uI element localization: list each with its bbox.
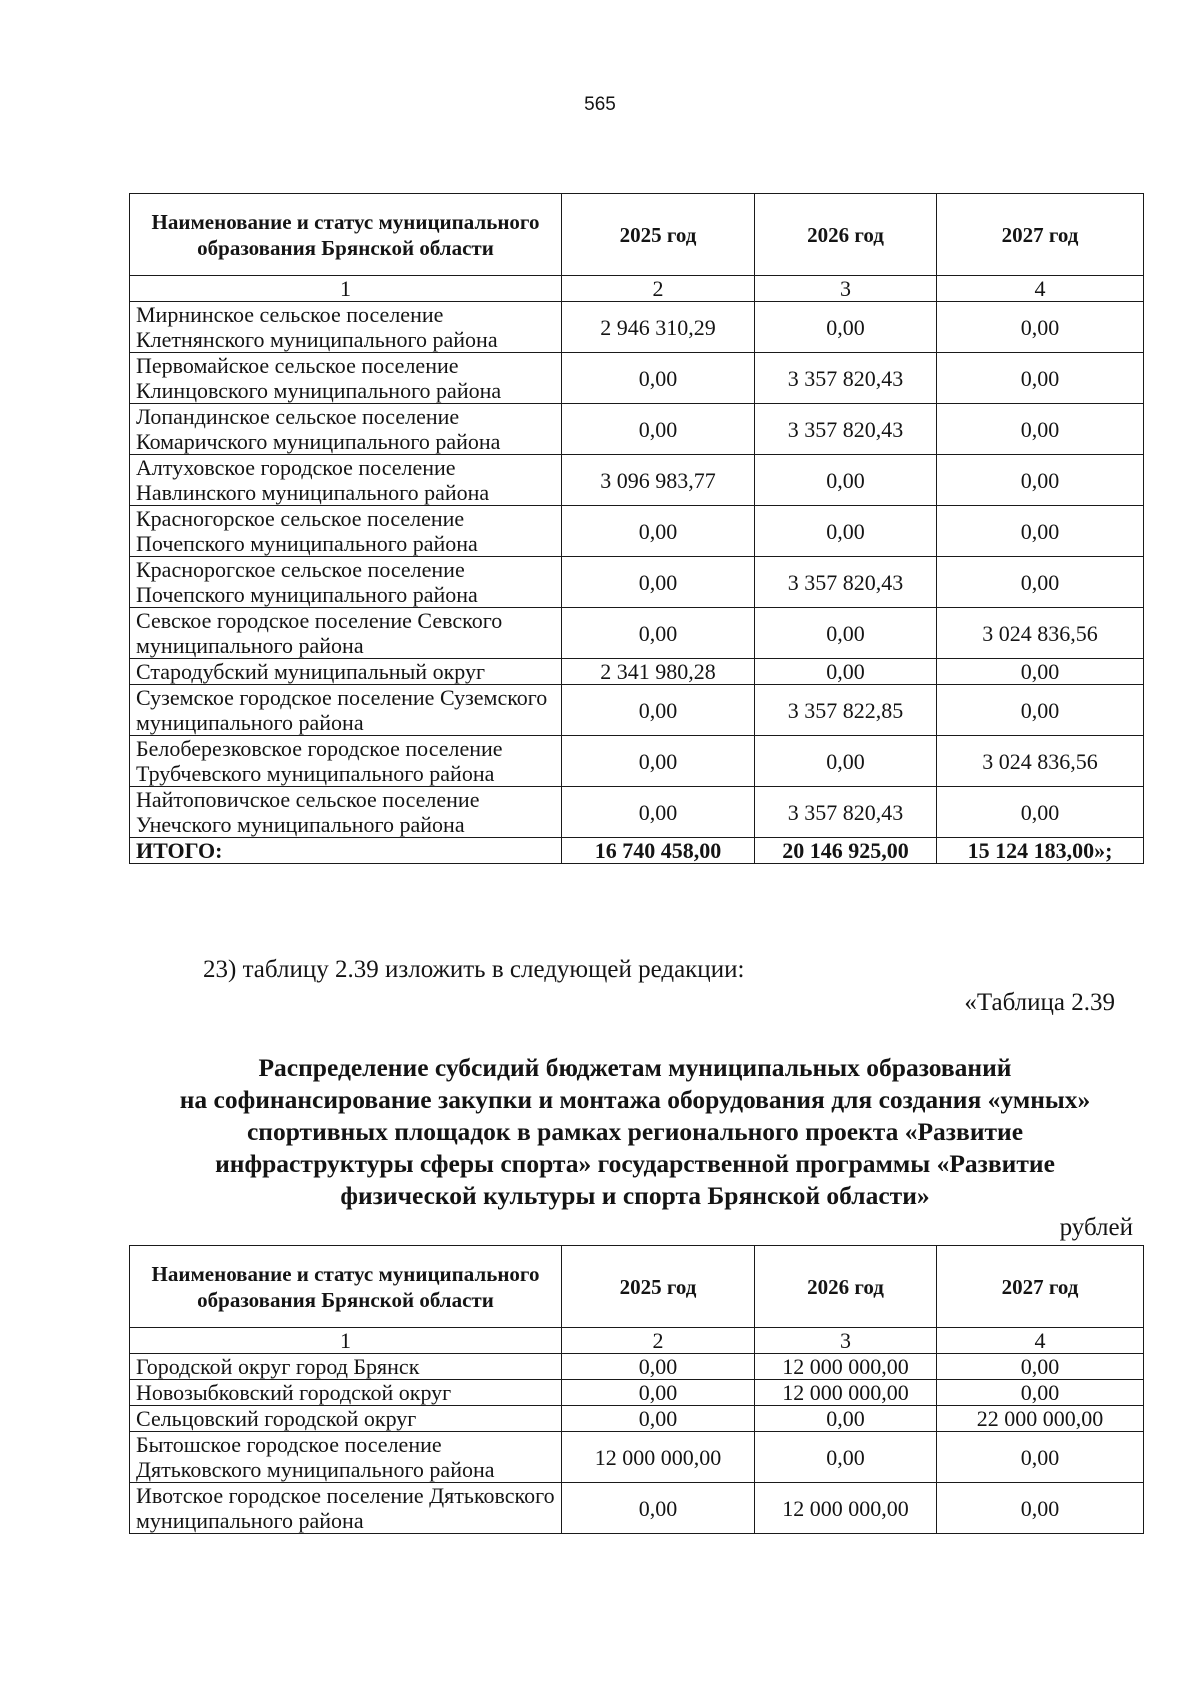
table-row xyxy=(130,302,1144,353)
table-row xyxy=(130,787,1144,838)
amount-2027: 0,00 xyxy=(937,302,1144,353)
municipality-name: Севское городское поселение Севского муниципального района xyxy=(130,608,562,659)
amount-2027: 0,00 xyxy=(937,659,1144,685)
amount-2026: 12 000 000,00 xyxy=(755,1380,937,1406)
table-row xyxy=(130,1406,1144,1432)
amount-2027: 0,00 xyxy=(937,787,1144,838)
amount-2025: 0,00 xyxy=(562,736,755,787)
amount-2026: 0,00 xyxy=(755,608,937,659)
municipality-name: Алтуховское городское поселение Навлинского муниципального района xyxy=(130,455,562,506)
amount-2025: 0,00 xyxy=(562,557,755,608)
amount-2027: 0,00 xyxy=(937,455,1144,506)
amount-2025: 2 946 310,29 xyxy=(562,302,755,353)
amount-2027: 0,00 xyxy=(937,1483,1144,1534)
amount-2026: 0,00 xyxy=(755,1406,937,1432)
amount-2025: 0,00 xyxy=(562,685,755,736)
municipality-name: Бытошское городское поселение Дятьковского муниципального района xyxy=(130,1432,562,1483)
amount-2026: 3 357 820,43 xyxy=(755,787,937,838)
column-index: 1 xyxy=(130,1328,562,1354)
municipality-name: Суземское городское поселение Суземского муниципального района xyxy=(130,685,562,736)
amount-2025: 2 341 980,28 xyxy=(562,659,755,685)
amount-2025: 0,00 xyxy=(562,787,755,838)
municipality-name: Городской округ город Брянск xyxy=(130,1354,562,1380)
amount-2026: 3 357 820,43 xyxy=(755,557,937,608)
amount-2026: 0,00 xyxy=(755,506,937,557)
municipality-name: Мирнинское сельское поселение Клетнянского муниципального района xyxy=(130,302,562,353)
table-row xyxy=(130,659,1144,685)
amount-2025: 0,00 xyxy=(562,1354,755,1380)
table-row xyxy=(130,1380,1144,1406)
amount-2026: 0,00 xyxy=(755,455,937,506)
column-index: 1 xyxy=(130,276,562,302)
table-row xyxy=(130,455,1144,506)
column-index: 3 xyxy=(755,276,937,302)
municipality-name: Найтоповичское сельское поселение Унечского муниципального района xyxy=(130,787,562,838)
amount-2026: 3 357 822,85 xyxy=(755,685,937,736)
table-body xyxy=(130,1328,1144,1534)
table-body xyxy=(130,276,1144,864)
header-name: Наименование и статус муниципального образования Брянской области xyxy=(130,1246,562,1328)
amount-2025: 0,00 xyxy=(562,506,755,557)
municipality-name: Сельцовский городской округ xyxy=(130,1406,562,1432)
amount-2027: 0,00 xyxy=(937,1354,1144,1380)
amount-2027: 0,00 xyxy=(937,404,1144,455)
table-label: «Таблица 2.39 xyxy=(964,989,1115,1016)
amount-2026: 0,00 xyxy=(755,736,937,787)
title-line: спортивных площадок в рамках регионального проекта «Развитие xyxy=(246,1117,1024,1146)
table-row xyxy=(130,404,1144,455)
table-title xyxy=(120,1052,1150,1212)
amount-2026: 12 000 000,00 xyxy=(755,1354,937,1380)
municipality-name: Стародубский муниципальный округ xyxy=(130,659,562,685)
amount-2026: 3 357 820,43 xyxy=(755,353,937,404)
amount-2027: 0,00 xyxy=(937,685,1144,736)
title-line: инфраструктуры сферы спорта» государственной программы «Развитие xyxy=(215,1149,1055,1178)
table-row xyxy=(130,736,1144,787)
amount-2026: 3 357 820,43 xyxy=(755,404,937,455)
column-index: 2 xyxy=(562,1328,755,1354)
table-row xyxy=(130,353,1144,404)
municipality-name: Белоберезковское городское поселение Трубчевского муниципального района xyxy=(130,736,562,787)
amount-2026: 0,00 xyxy=(755,659,937,685)
amount-2027: 0,00 xyxy=(937,353,1144,404)
amount-2025: 0,00 xyxy=(562,404,755,455)
table-row xyxy=(130,685,1144,736)
amount-2025: 3 096 983,77 xyxy=(562,455,755,506)
amount-2027: 3 024 836,56 xyxy=(937,608,1144,659)
column-index: 2 xyxy=(562,276,755,302)
header-2025: 2025 год xyxy=(562,1246,755,1328)
amount-2026: 0,00 xyxy=(755,302,937,353)
municipality-name: Краснорогское сельское поселение Почепского муниципального района xyxy=(130,557,562,608)
amount-2026: 0,00 xyxy=(755,1432,937,1483)
table-row xyxy=(130,1432,1144,1483)
table-row xyxy=(130,506,1144,557)
table-row xyxy=(130,557,1144,608)
header-2026: 2026 год xyxy=(755,194,937,276)
page-number: 565 xyxy=(584,94,616,115)
total-label: ИТОГО: xyxy=(130,838,562,864)
amount-2025: 0,00 xyxy=(562,1380,755,1406)
table-row xyxy=(130,1483,1144,1534)
amount-2027: 22 000 000,00 xyxy=(937,1406,1144,1432)
amount-2025: 0,00 xyxy=(562,1406,755,1432)
subsidy-table-previous xyxy=(129,193,1144,864)
header-2027: 2027 год xyxy=(937,1246,1144,1328)
header-2025: 2025 год xyxy=(562,194,755,276)
amount-2027: 0,00 xyxy=(937,557,1144,608)
subsidy-table-2-39 xyxy=(129,1245,1144,1534)
amount-2027: 0,00 xyxy=(937,1380,1144,1406)
units-label: рублей xyxy=(1059,1214,1133,1241)
amount-2027: 0,00 xyxy=(937,1432,1144,1483)
municipality-name: Лопандинское сельское поселение Комаричского муниципального района xyxy=(130,404,562,455)
table-row xyxy=(130,608,1144,659)
total-2026: 20 146 925,00 xyxy=(755,838,937,864)
title-line: физической культуры и спорта Брянской области» xyxy=(340,1181,930,1210)
column-index: 3 xyxy=(755,1328,937,1354)
amount-2027: 3 024 836,56 xyxy=(937,736,1144,787)
municipality-name: Первомайское сельское поселение Клинцовского муниципального района xyxy=(130,353,562,404)
header-name: Наименование и статус муниципального образования Брянской области xyxy=(130,194,562,276)
table-row xyxy=(130,1354,1144,1380)
title-line: на софинансирование закупки и монтажа оборудования для создания «умных» xyxy=(179,1085,1091,1114)
title-line: Распределение субсидий бюджетам муниципальных образований xyxy=(258,1053,1012,1082)
amount-2026: 12 000 000,00 xyxy=(755,1483,937,1534)
amount-2025: 0,00 xyxy=(562,353,755,404)
instruction-paragraph: 23) таблицу 2.39 изложить в следующей редакции: xyxy=(203,956,745,983)
amount-2025: 0,00 xyxy=(562,608,755,659)
amount-2025: 0,00 xyxy=(562,1483,755,1534)
column-index-row xyxy=(130,276,1144,302)
header-2026: 2026 год xyxy=(755,1246,937,1328)
column-index: 4 xyxy=(937,1328,1144,1354)
column-index: 4 xyxy=(937,276,1144,302)
header-2027: 2027 год xyxy=(937,194,1144,276)
total-row xyxy=(130,838,1144,864)
total-2025: 16 740 458,00 xyxy=(562,838,755,864)
amount-2025: 12 000 000,00 xyxy=(562,1432,755,1483)
municipality-name: Новозыбковский городской округ xyxy=(130,1380,562,1406)
municipality-name: Красногорское сельское поселение Почепского муниципального района xyxy=(130,506,562,557)
column-index-row xyxy=(130,1328,1144,1354)
amount-2027: 0,00 xyxy=(937,506,1144,557)
total-2027: 15 124 183,00»; xyxy=(937,838,1144,864)
municipality-name: Ивотское городское поселение Дятьковского муниципального района xyxy=(130,1483,562,1534)
